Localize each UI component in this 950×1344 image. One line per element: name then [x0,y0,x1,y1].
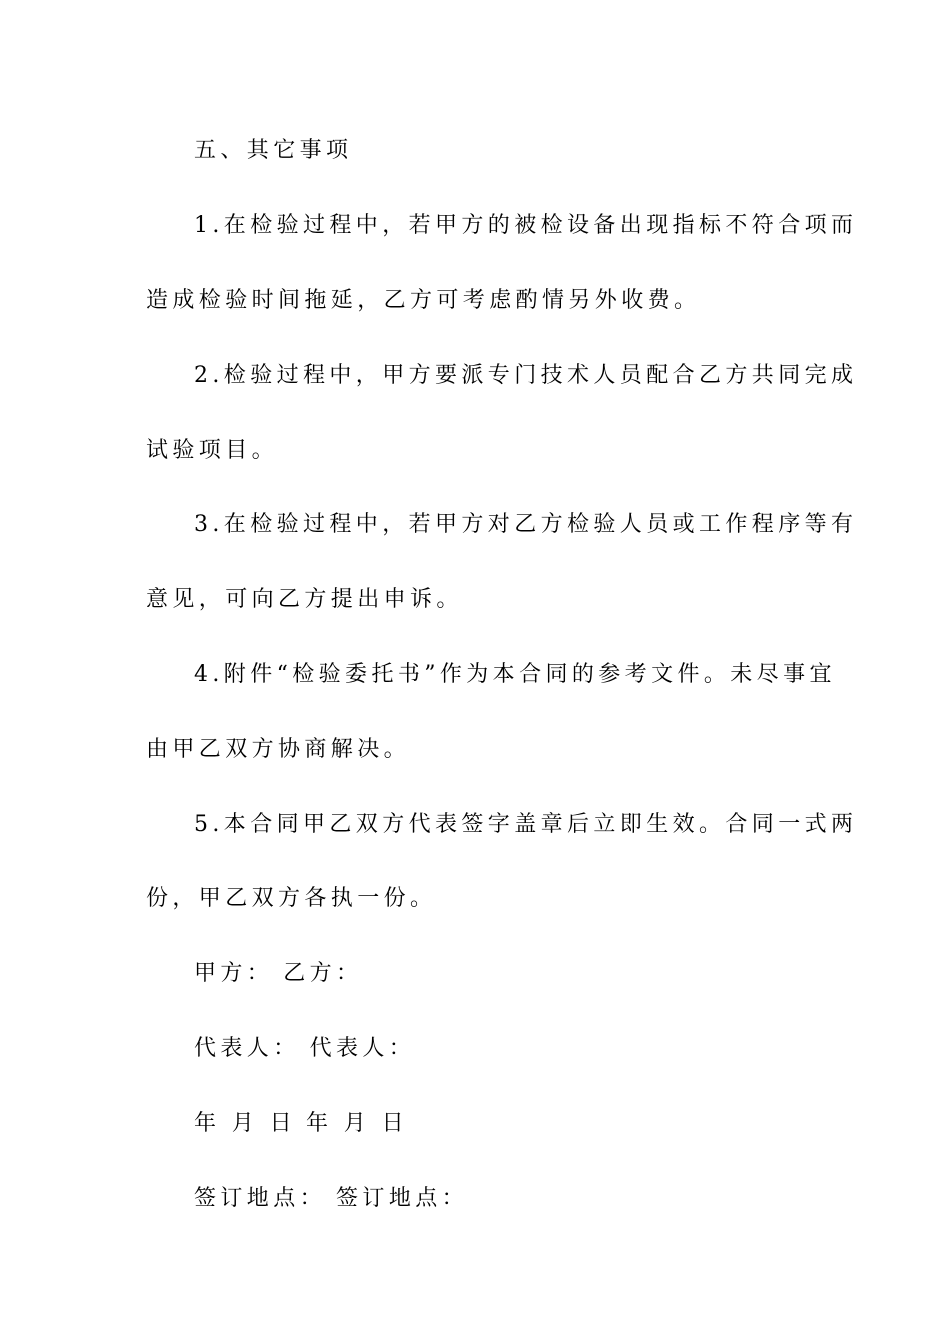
signature-place-line [194,1184,864,1214]
rep-a-label: 代表人： [194,1036,300,1061]
item-3-line-2: 意见，可向乙方提出申诉。 [146,587,463,612]
item-5-line-1: 5.本合同甲乙双方代表签字盖章后立即生效。合同一式两 [194,812,858,837]
signature-representative-line [194,1034,864,1064]
date-a-label: 年 月 日 [194,1111,296,1136]
place-a-label: 签订地点： [194,1186,327,1211]
rep-b-label: 代表人： [309,1036,416,1061]
item-2-line-1: 2.检验过程中，甲方要派专门技术人员配合乙方共同完成 [194,363,858,388]
date-b-label: 年 月 日 [306,1111,408,1136]
signature-party-line [194,959,864,989]
place-b-label: 签订地点： [336,1186,469,1211]
party-b-label: 乙方： [283,961,363,986]
signature-date-line [194,1109,864,1139]
item-1-line-1: 1.在检验过程中，若甲方的被检设备出现指标不符合项而 [194,213,858,238]
section-title: 五、其它事项 [194,138,353,163]
party-a-label: 甲方： [194,961,274,986]
item-4-line-2: 由甲乙双方协商解决。 [146,737,411,762]
item-1-line-2: 造成检验时间拖延，乙方可考虑酌情另外收费。 [146,288,701,313]
item-3-line-1: 3.在检验过程中，若甲方对乙方检验人员或工作程序等有 [194,512,858,537]
item-2-line-2: 试验项目。 [146,438,279,463]
item-5-line-2: 份，甲乙双方各执一份。 [146,886,437,911]
item-4-line-1: 4.附件“检验委托书”作为本合同的参考文件。未尽事宜 [194,662,836,687]
